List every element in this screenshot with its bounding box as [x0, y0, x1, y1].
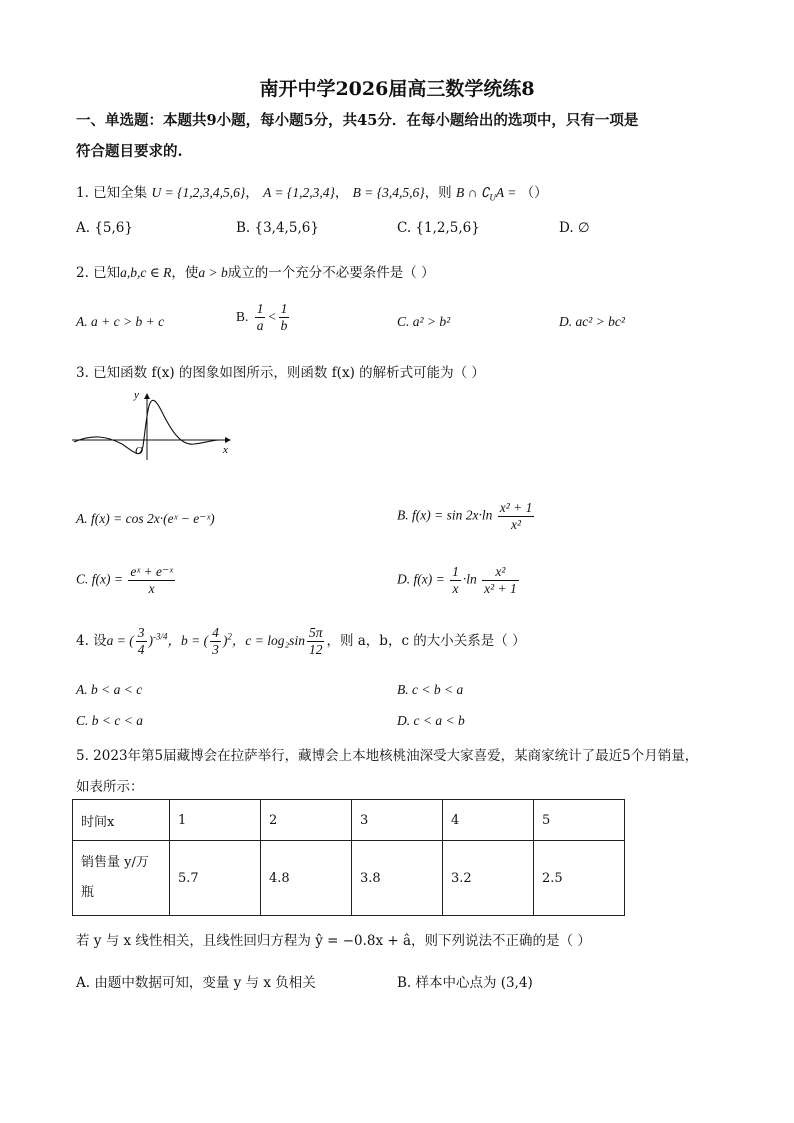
table-cell: 2.5 — [534, 841, 625, 916]
table-cell: 3.8 — [352, 841, 443, 916]
fraction: $\frac{4}{3}$ — [212, 625, 219, 657]
q5-option-a: A. 由题中数据可知，变量 y 与 x 负相关 — [76, 975, 316, 991]
y-axis-label: y — [134, 389, 139, 401]
question-5-condition: 若 y 与 x 线性相关，且线性回归方程为 ŷ = −0.8x + â，则下列说法不正确的是（ ） — [76, 933, 591, 949]
question-3: 3. 已知函数 f(x) 的图象如图所示，则函数 f(x) 的解析式可能为（ ） — [76, 365, 485, 381]
q3-option-c: C. f(x) = $\frac{\text{eˣ + e⁻ˣ}}{x}$ — [76, 564, 173, 596]
question-2: 2. 已知a,b,c ∈ R，使a > b成立的一个充分不必要条件是（ ） — [76, 265, 435, 281]
q4-option-d: D. c < a < b — [397, 713, 465, 728]
q4-option-b: B. c < b < a — [397, 682, 464, 697]
q2-option-b: B. $\frac{1}{a}$ < $\frac{1}{b}$ — [236, 301, 288, 333]
table-cell: 5 — [534, 800, 625, 841]
fraction: $\frac{1}{b}$ — [280, 301, 288, 333]
q1-option-b: B. {3,4,5,6} — [236, 220, 319, 236]
page-title: 南开中学2026届高三数学统练8 — [259, 78, 535, 100]
q2-option-c: C. a² > b² — [397, 314, 451, 329]
origin-label: O — [135, 445, 143, 457]
x-axis-label: x — [223, 444, 228, 456]
question-5: 5. 2023年第5届藏博会在拉萨举行，藏博会上本地核桃油深受大家喜爱，某商家统计了最近5个月销量， — [76, 748, 699, 764]
section-header-cont: 符合题目要求的. — [76, 143, 183, 160]
table-header-cell: 销售量 y/万 瓶 — [73, 841, 170, 916]
q1-option-c: C. {1,2,5,6} — [397, 220, 480, 236]
q5-option-b: B. 样本中心点为 (3,4) — [397, 975, 533, 991]
table-cell: 4 — [443, 800, 534, 841]
fraction: $\frac{5\pi}{12}$ — [308, 625, 323, 657]
q3-option-b: B. f(x) = sin 2x·ln $\frac{\text{x² + 1}}{\text{x²}}$ — [397, 500, 533, 532]
table-cell: 4.8 — [261, 841, 352, 916]
section-header: 一、单选题：本题共9小题，每小题5分，共45分．在每小题给出的选项中，只有一项是 — [76, 112, 639, 129]
table-cell: 3.2 — [443, 841, 534, 916]
q2-option-a: A. a + c > b + c — [76, 314, 165, 329]
set-u: U = {1,2,3,4,5,6} — [151, 185, 246, 200]
fraction: $\frac{\text{x²}}{\text{x² + 1}}$ — [484, 564, 517, 596]
q1-option-d: D. ∅ — [559, 220, 590, 236]
fraction: $\frac{3}{4}$ — [137, 625, 145, 657]
q4-option-a: A. b < a < c — [76, 682, 143, 697]
q1-option-a: A. {5,6} — [76, 220, 133, 236]
table-cell: 1 — [170, 800, 261, 841]
sales-table — [72, 799, 625, 916]
q3-option-d: D. f(x) = $\frac{1}{x}$ ·ln $\frac{\text{x²}}{\text{x² + 1}}$ — [397, 564, 517, 596]
table-cell: 3 — [352, 800, 443, 841]
table-row — [73, 841, 625, 916]
fraction: $\frac{\text{eˣ + e⁻ˣ}}{x}$ — [130, 564, 173, 596]
set-a: A = {1,2,3,4} — [263, 185, 335, 200]
question-1: 1. 已知全集 U = {1,2,3,4,5,6}， A = {1,2,3,4}， B = {3,4,5,6}，则 B ∩ $∁_UA$ = （） — [76, 185, 548, 203]
table-header-cell: 时间x — [73, 800, 170, 841]
question-5-cont: 如表所示： — [76, 779, 144, 795]
q2-option-d: D. ac² > bc² — [559, 314, 625, 329]
fraction: $\frac{\text{x² + 1}}{\text{x²}}$ — [499, 500, 533, 532]
q3-option-a: A. f(x) = cos 2x·(eˣ − e⁻ˣ) — [76, 511, 215, 526]
fraction: $\frac{1}{a}$ — [256, 301, 264, 333]
function-graph — [72, 388, 237, 460]
table-cell: 2 — [261, 800, 352, 841]
question-4: 4. 设a = ( $\frac{3}{4}$ )$^{-3/4}$，b = ( $\frac{4}{3}$ )$^2$，c = log₂sin $\frac{5\pi}{12}$ ，则 a，b，c 的大小关系是（ ） — [76, 625, 526, 657]
table-cell: 5.7 — [170, 841, 261, 916]
table-row — [73, 800, 625, 841]
set-b: B = {3,4,5,6} — [352, 185, 425, 200]
q4-option-c: C. b < c < a — [76, 713, 143, 728]
fraction: $\frac{1}{x}$ — [452, 564, 459, 596]
